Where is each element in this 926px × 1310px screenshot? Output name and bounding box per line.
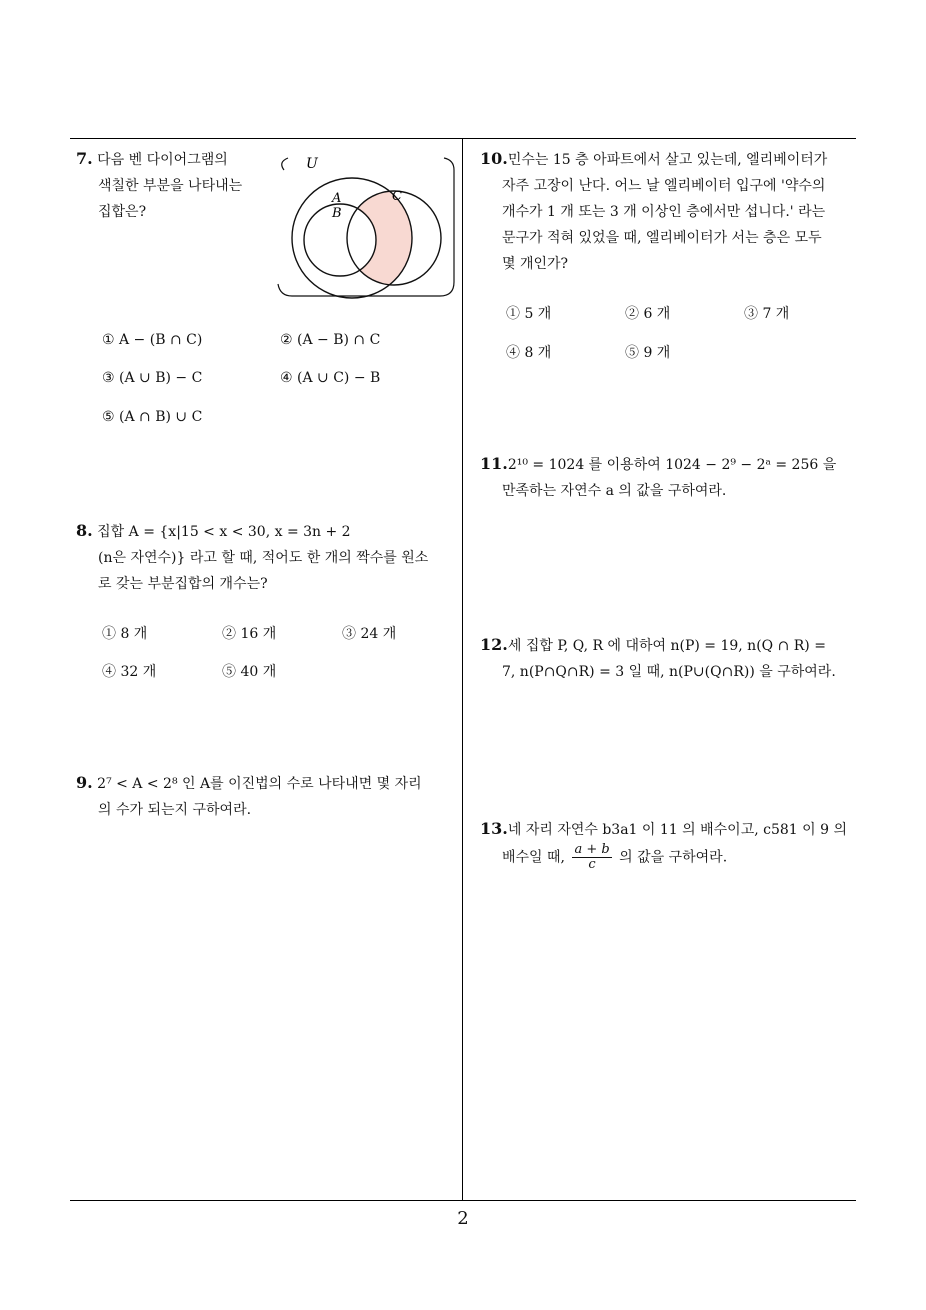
label-u: U (306, 156, 318, 172)
question-13 (480, 816, 860, 872)
bottom-rule (70, 1200, 856, 1201)
fraction-numerator: a + b (574, 842, 610, 857)
option-5[interactable]: ⑤ 9 개 (625, 345, 671, 361)
question-number: 8. (76, 521, 93, 540)
question-number: 12. (480, 635, 508, 654)
label-c: C (392, 189, 402, 204)
question-text-line: 색칠한 부분을 나타내는 (98, 178, 243, 194)
question-text-line: 2⁷ < A < 2⁸ 인 A를 이진법의 수로 나타내면 몇 자리 (97, 776, 422, 792)
option-1[interactable]: ① 8 개 (102, 626, 148, 642)
option-3[interactable]: ③ (A ∪ B) − C (102, 370, 203, 386)
question-text-line: 배수일 때, (502, 849, 565, 866)
question-7 (76, 146, 276, 225)
question-number: 7. (76, 149, 93, 168)
question-text-line: 네 자리 자연수 b3a1 이 11 의 배수이고, c581 이 9 의 (507, 822, 847, 838)
option-5[interactable]: ⑤ 40 개 (222, 664, 277, 680)
question-number: 11. (480, 454, 508, 473)
venn-diagram (274, 150, 460, 302)
page-number: 2 (457, 1208, 469, 1229)
label-b: B (332, 206, 342, 221)
question-text-line: 7, n(P∩Q∩R) = 3 일 때, n(P∪(Q∩R)) 을 구하여라. (502, 664, 836, 680)
question-9 (76, 770, 460, 823)
question-10 (480, 146, 860, 277)
question-text-line: 자주 고장이 난다. 어느 날 엘리베이터 입구에 '약수의 (502, 178, 826, 194)
question-text-line: 몇 개인가? (502, 256, 569, 272)
option-2[interactable]: ② 6 개 (625, 306, 671, 322)
question-text-line: 의 수가 되는지 구하여라. (98, 802, 252, 818)
question-text-line: (n은 자연수)} 라고 할 때, 적어도 한 개의 짝수를 원소 (98, 550, 429, 566)
top-rule (70, 138, 856, 139)
option-1[interactable]: ① 5 개 (506, 306, 552, 322)
option-1[interactable]: ① A − (B ∩ C) (102, 332, 203, 348)
question-number: 13. (480, 819, 508, 838)
question-text-line: 집합 A = {x|15 < x < 30, x = 3n + 2 (97, 524, 351, 540)
fraction-denominator: c (588, 857, 596, 872)
question-text-line: 집합은? (98, 204, 147, 220)
option-2[interactable]: ② 16 개 (222, 626, 277, 642)
option-2[interactable]: ② (A − B) ∩ C (280, 332, 381, 348)
question-number: 10. (480, 149, 508, 168)
question-text-line: 만족하는 자연수 a 의 값을 구하여라. (502, 483, 727, 499)
question-12 (480, 632, 860, 685)
question-8 (76, 518, 460, 597)
question-text-line: 다음 벤 다이어그램의 (97, 152, 228, 168)
question-text-line: 의 값을 구하여라. (619, 849, 728, 866)
option-4[interactable]: ④ 8 개 (506, 345, 552, 361)
option-3[interactable]: ③ 24 개 (342, 626, 397, 642)
option-4[interactable]: ④ (A ∪ C) − B (280, 370, 381, 386)
question-number: 9. (76, 773, 93, 792)
label-a: A (332, 191, 342, 206)
question-text-line: 문구가 적혀 있었을 때, 엘리베이터가 서는 층은 모두 (502, 230, 822, 246)
question-11 (480, 451, 860, 504)
column-divider (462, 138, 463, 1200)
option-3[interactable]: ③ 7 개 (744, 306, 790, 322)
question-text-line: 개수가 1 개 또는 3 개 이상인 층에서만 섭니다.' 라는 (502, 204, 826, 220)
option-5[interactable]: ⑤ (A ∩ B) ∪ C (102, 409, 203, 425)
question-text-line: 세 집합 P, Q, R 에 대하여 n(P) = 19, n(Q ∩ R) = (507, 638, 826, 654)
question-text-line: 2¹⁰ = 1024 를 이용하여 1024 − 2⁹ − 2ᵃ = 256 을 (507, 457, 837, 473)
question-text-line: 로 갖는 부분집합의 개수는? (98, 576, 268, 592)
question-text-line: 민수는 15 층 아파트에서 살고 있는데, 엘리베이터가 (507, 152, 828, 168)
option-4[interactable]: ④ 32 개 (102, 664, 157, 680)
fraction (572, 843, 611, 872)
